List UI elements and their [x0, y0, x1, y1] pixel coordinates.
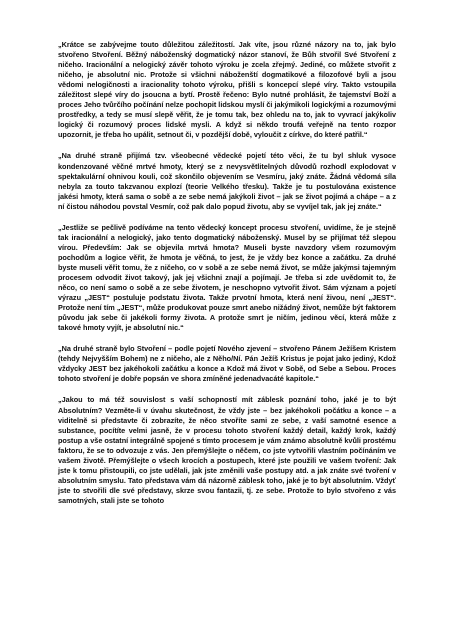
paragraph-4: „Na druhé straně bylo Stvoření – podle pojetí Nového zjevení – stvořeno Pánem Ježíšem Kristem (tehdy Nejvyšším Bohem) ne z ničeho, ale z Něho/Ní. Pán Ježíš Kristus je pojat jako jediný, Kdož vždycky JEST bez jakéhokoli začátku a konce a Kdož má život v Sobě, od Sebe a Sebou. Proces tohoto stvoření je dobře popsán ve shora zmíněné jedenadvacáté kapitole.“ — [58, 344, 396, 384]
document-body — [58, 40, 396, 506]
paragraph-2: „Na druhé straně přijímá tzv. všeobecné vědecké pojetí této věci, že tu byl shluk vysoce kondenzované věčné mrtvé hmoty, který se z nevysvětlitelných důvodů rozhodl explodovat v spektakulární ohnivou kouli, což skončilo objevením se Vesmíru, jaký znáte. Žádná vědomá síla nebyla za touto takzvanou explozí (teorie Velkého třesku). Takže je tu postulována existence jakési hmoty, která sama o sobě a ze sebe nemá jakýkoli život – jak se život pojímá a chápe – a z ní čistou náhodou povstal Vesmír, což pak dalo popud životu, aby se vyvíjel tak, jak jej znáte.“ — [58, 151, 396, 211]
paragraph-5: „Jakou to má též souvislost s vaší schopností mít záblesk poznání toho, jaké je to být Absolutním? Vezměte-li v úvahu skutečnost, že vždy jste – bez jakéhokoli počátku a konce – a viditelně si představte či zobrazíte, že něco stvoříte sami ze sebe, z vaší samotné esence a substance, pocítíte velmi jasně, že v procesu tohoto stvoření každý detail, každý krok, každý postup a vše ostatní integrálně spojené s tímto procesem je vám známo absolutně kvůli prostému faktoru, že se to odvozuje z vás. Jen přemýšlejte o něčem, co jste vytvořili vlastním počínáním ve vašem životě. Přemýšlejte o všech krocích a postupech, které jste použili ve vašem tvoření: Jak jste k tomu přistoupili, co jste udělali, jak jste změnili vaše postupy atd. a jak znáte své tvoření v absolutním smyslu. Tato představa vám dá názorně záblesk toho, jaké je to být absolutním. Vždyť jste to stvořili dle své představy, skrze svou fantazii, tj. ze sebe. Protože to bylo stvořeno z vás samotných, stali jste se tohoto — [58, 395, 396, 505]
paragraph-1: „Krátce se zabývejme touto důležitou záležitostí. Jak víte, jsou různé názory na to, jak bylo stvořeno Stvoření. Běžný náboženský dogmatický názor stanoví, že Bůh stvořil Své Stvoření z ničeho. Iracionální a nelogický závěr tohoto výroku je zcela zřejmý. Jediné, co můžete stvořit z ničeho, je absolutní nic. Protože si všichni náboženští dogmatikové a filozofové byli a jsou vědomi nelogičnosti a iracionality tohoto výroku, přišli s koncepcí slepé víry. Takto vstoupila záležitost slepé víry do jsoucna a bytí. Prostě řečeno: Bylo nutné prohlásit, že tajemství Boží a proces Jeho tvůrčího počínání nelze pochopit lidskou myslí či jakýmikoli logickými a rozumovými prostředky, a tedy se musí slepě věřit, že je tomu tak, bez ohledu na to, jak to vyvrací jakýkoliv logický či rozumový proces lidské mysli. A když si někdo troufá veřejně na tento rozpor upozornit, je třeba ho upálit, setnout či, v pozdější době, vyloučit z církve, do které patřil.“ — [58, 40, 396, 140]
paragraph-3: „Jestliže se pečlivě podíváme na tento vědecký koncept procesu stvoření, uvidíme, že je stejně tak iracionální a nelogický, jako tento dogmatický náboženský. Musel by se přijímat též slepou vírou. Především: Jak se objevila mrtvá hmota? Museli byste navzdory všem rozumovým pochodům a logice věřit, že hmota je věčná, to jest, že je vždy bez konce a začátku. Za druhé byste museli věřit tomu, že z ničeho, co v sobě a ze sebe nemá život, se může jakýmsi tajemným procesem odvodit život takový, jak jej všichni znají a pojímají. Je třeba si zde uvědomit to, že něco, co není samo o sobě a ze sebe životem, je neschopno vytvořit život. Sám význam a pojetí výrazu „JEST“ postuluje podstatu života. Takže prvotní hmota, která není živou, není „JEST“. Protože není tím „JEST“, může produkovat pouze smrt anebo nižádný život, nemůže být faktorem původu jak sebe či jakékoli formy života. A protože smrt je ničím, jedinou věcí, která může z takové hmoty vyjít, je absolutní nic.“ — [58, 222, 396, 333]
